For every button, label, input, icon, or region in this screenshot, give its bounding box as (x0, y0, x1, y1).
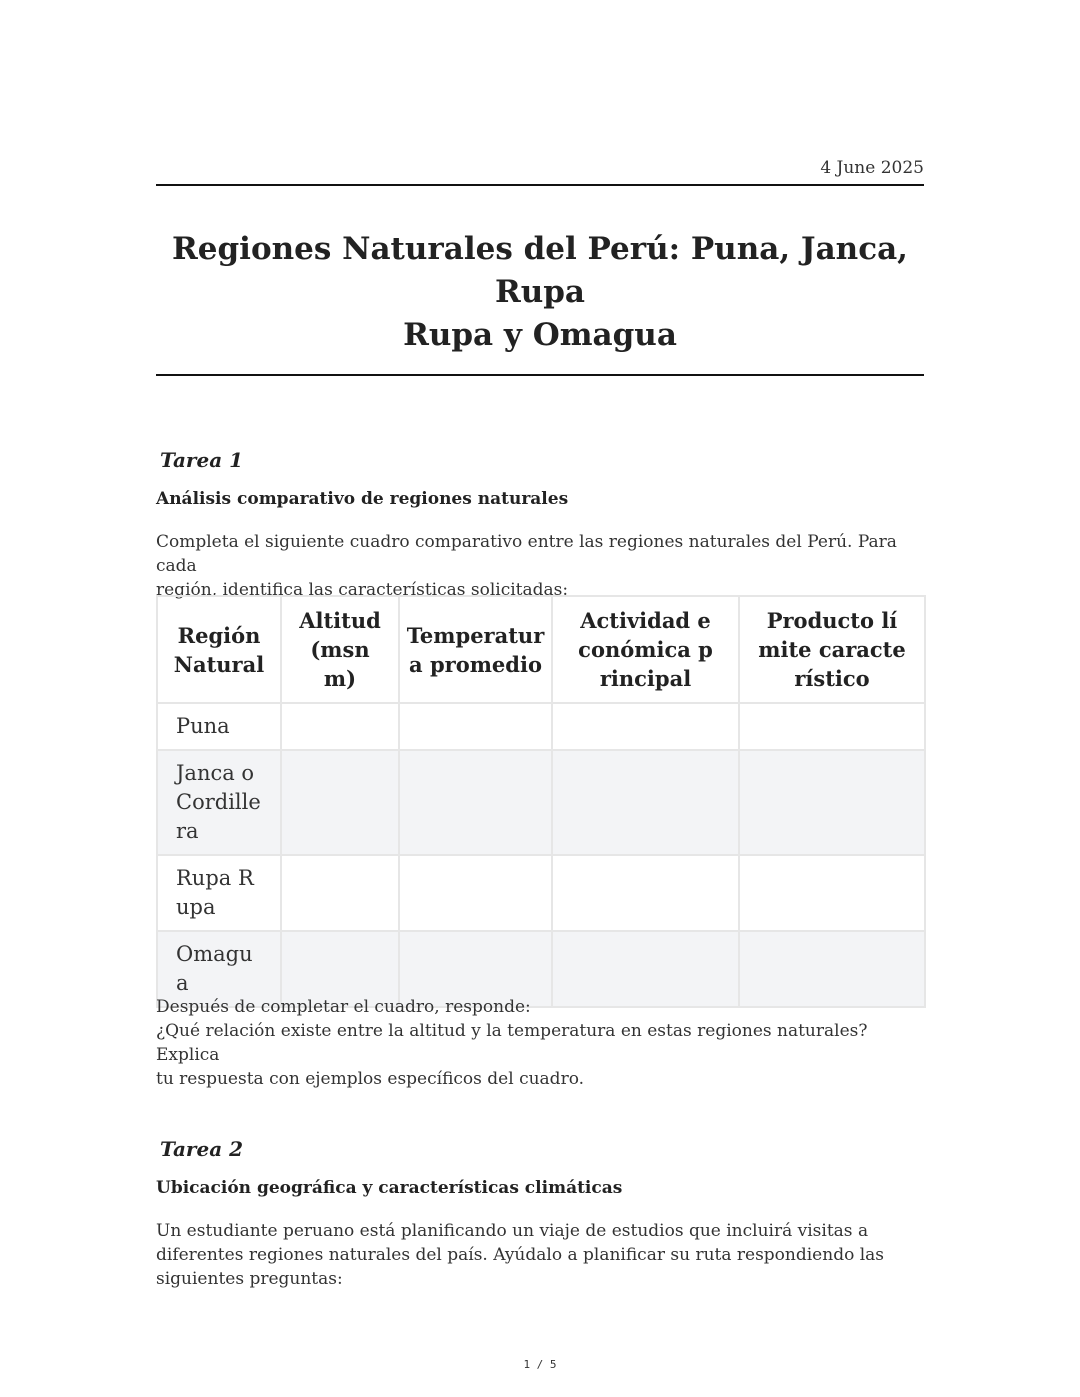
table-cell-product[interactable] (739, 855, 925, 931)
task1-followup (156, 995, 926, 1091)
page-indicator: 1 / 5 (523, 1358, 557, 1371)
page-title-line-1: Regiones Naturales del Perú: Puna, Janca, Rupa (172, 231, 908, 310)
task1-followup-line-1: Después de completar el cuadro, responde: (156, 997, 531, 1017)
task2-intro-line-3: siguientes preguntas: (156, 1269, 343, 1289)
task2-heading: Tarea 2 (160, 1137, 244, 1161)
task1-subheading: Análisis comparativo de regiones naturales (156, 489, 569, 509)
table-cell-product[interactable] (739, 703, 925, 750)
table-cell-temperature[interactable] (399, 750, 552, 855)
table-cell-activity[interactable] (552, 703, 739, 750)
task1-intro-line-1: Completa el siguiente cuadro comparativo entre las regiones naturales del Perú. Para cada (156, 532, 897, 576)
task2-intro-line-2: diferentes regiones naturales del país. Ayúdalo a planificar su ruta respondiendo las (156, 1245, 885, 1265)
table-row (157, 855, 925, 931)
document-date: 4 June 2025 (820, 158, 924, 178)
page-title-line-2: Rupa y Omagua (403, 317, 677, 353)
column-header-temperature: Temperatura promedio (399, 596, 552, 703)
column-header-region: Región Natural (157, 596, 281, 703)
table-cell-region: Puna (157, 703, 281, 750)
column-header-economic-activity: Actividad económica principal (552, 596, 739, 703)
task1-intro (156, 530, 926, 602)
task1-heading: Tarea 1 (160, 448, 244, 472)
table-cell-activity[interactable] (552, 750, 739, 855)
task1-followup-line-3: tu respuesta con ejemplos específicos del cuadro. (156, 1069, 585, 1089)
task2-intro-line-1: Un estudiante peruano está planificando un viaje de estudios que incluirá visitas a (156, 1221, 869, 1241)
table-cell-temperature[interactable] (399, 703, 552, 750)
table-cell-altitude[interactable] (281, 855, 399, 931)
task2-intro (156, 1219, 926, 1291)
task2-subheading: Ubicación geográfica y características climáticas (156, 1178, 623, 1198)
table-cell-altitude[interactable] (281, 703, 399, 750)
comparison-table (156, 595, 926, 1008)
table-cell-region: Rupa Rupa (157, 855, 281, 931)
column-header-altitude: Altitud (msnm) (281, 596, 399, 703)
header-divider (156, 184, 924, 186)
table-cell-region: Omagua (157, 931, 281, 1007)
table-row (157, 703, 925, 750)
task1-intro-line-2: región, identifica las características solicitadas: (156, 580, 569, 600)
table-row (157, 750, 925, 855)
page-title (156, 228, 924, 357)
table-cell-region: Janca o Cordillera (157, 750, 281, 855)
title-divider (156, 374, 924, 376)
table-cell-activity[interactable] (552, 855, 739, 931)
table-header-row (157, 596, 925, 703)
table-cell-product[interactable] (739, 750, 925, 855)
table-cell-temperature[interactable] (399, 855, 552, 931)
table-cell-altitude[interactable] (281, 750, 399, 855)
column-header-product: Producto límite característico (739, 596, 925, 703)
task1-followup-line-2: ¿Qué relación existe entre la altitud y la temperatura en estas regiones naturales? Explica (156, 1021, 868, 1065)
